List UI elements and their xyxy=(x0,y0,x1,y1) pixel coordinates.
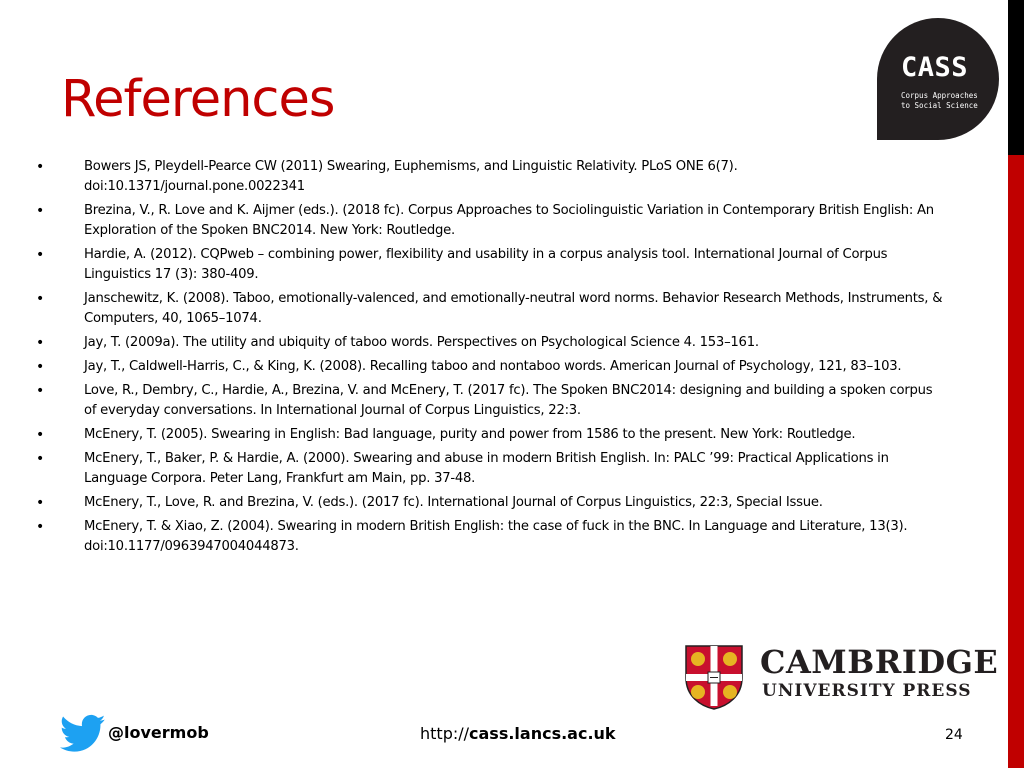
bullet-icon: • xyxy=(36,451,45,467)
reference-text: Brezina, V., R. Love and K. Aijmer (eds.). (2018 fc). Corpus Approaches to Sociolinguistic Variation in Contemporary British English: An Exploration of the Spoken BNC2014. New York: Routledge. xyxy=(84,203,934,238)
cambridge-shield-icon xyxy=(684,644,744,710)
cass-logo xyxy=(877,18,999,140)
footer-url-domain: cass.lancs.ac.uk xyxy=(469,724,616,743)
reference-item xyxy=(36,517,948,557)
cass-logo-subtitle-line2: to Social Science xyxy=(901,101,978,110)
bullet-icon: • xyxy=(36,335,45,351)
cass-logo-subtitle-line1: Corpus Approaches xyxy=(901,91,978,100)
footer-url-prefix: http:// xyxy=(420,724,470,743)
reference-text: Jay, T. (2009a). The utility and ubiquity of taboo words. Perspectives on Psychological Science 4. 153–161. xyxy=(84,335,759,350)
bullet-icon: • xyxy=(36,359,45,375)
reference-text: McEnery, T. (2005). Swearing in English: Bad language, purity and power from 1586 to the present. New York: Routledge. xyxy=(84,427,856,442)
reference-item xyxy=(36,381,948,421)
publisher-sub: UNIVERSITY PRESS xyxy=(762,681,972,701)
reference-text: Hardie, A. (2012). CQPweb – combining power, flexibility and usability in a corpus analysis tool. International Journal of Corpus Linguistics 17 (3): 380-409. xyxy=(84,247,888,282)
slide-title: References xyxy=(61,70,335,129)
cass-logo-subtitle xyxy=(901,91,978,111)
reference-text: McEnery, T. & Xiao, Z. (2004). Swearing in modern British English: the case of fuck in the BNC. In Language and Literature, 13(3). doi:10.1177/0963947004044873. xyxy=(84,519,908,554)
reference-item xyxy=(36,201,948,241)
reference-text: Janschewitz, K. (2008). Taboo, emotionally-valenced, and emotionally-neutral word norms. Behavior Research Methods, Instruments, & Computers, 40, 1065–1074. xyxy=(84,291,943,326)
reference-item xyxy=(36,493,948,513)
page-number: 24 xyxy=(945,727,963,743)
cass-logo-name: CASS xyxy=(901,52,969,83)
bullet-icon: • xyxy=(36,383,45,399)
reference-list xyxy=(36,157,948,561)
footer-url[interactable] xyxy=(420,723,616,745)
reference-item xyxy=(36,425,948,445)
reference-text: Love, R., Dembry, C., Hardie, A., Brezina, V. and McEnery, T. (2017 fc). The Spoken BNC2014: designing and building a spoken corpus of everyday conversations. In International Journal of Corpus Linguistics, 22:3. xyxy=(84,383,933,418)
reference-text: Jay, T., Caldwell-Harris, C., & King, K. (2008). Recalling taboo and nontaboo words. American Journal of Psychology, 121, 83–103. xyxy=(84,359,902,374)
right-edge-bar-red xyxy=(1008,155,1024,768)
twitter-handle[interactable]: @lovermob xyxy=(108,723,209,742)
reference-item xyxy=(36,333,948,353)
reference-item xyxy=(36,157,948,197)
reference-item xyxy=(36,289,948,329)
bullet-icon: • xyxy=(36,247,45,263)
reference-item xyxy=(36,245,948,285)
bullet-icon: • xyxy=(36,159,45,175)
reference-text: Bowers JS, Pleydell-Pearce CW (2011) Swearing, Euphemisms, and Linguistic Relativity. PLoS ONE 6(7). doi:10.1371/journal.pone.0022341 xyxy=(84,159,738,194)
reference-text: McEnery, T., Baker, P. & Hardie, A. (2000). Swearing and abuse in modern British English. In: PALC ’99: Practical Applications in Language Corpora. Peter Lang, Frankfurt am Main, pp. 37-48. xyxy=(84,451,889,486)
right-edge-bar-black xyxy=(1008,0,1024,155)
reference-item xyxy=(36,449,948,489)
reference-item xyxy=(36,357,948,377)
cambridge-university-press-logo xyxy=(682,642,1000,712)
bullet-icon: • xyxy=(36,519,45,535)
bullet-icon: • xyxy=(36,291,45,307)
twitter-bird-icon xyxy=(60,714,106,754)
bullet-icon: • xyxy=(36,203,45,219)
publisher-name: CAMBRIDGE xyxy=(760,643,999,681)
bullet-icon: • xyxy=(36,495,45,511)
bullet-icon: • xyxy=(36,427,45,443)
reference-text: McEnery, T., Love, R. and Brezina, V. (eds.). (2017 fc). International Journal of Corpus Linguistics, 22:3, Special Issue. xyxy=(84,495,823,510)
